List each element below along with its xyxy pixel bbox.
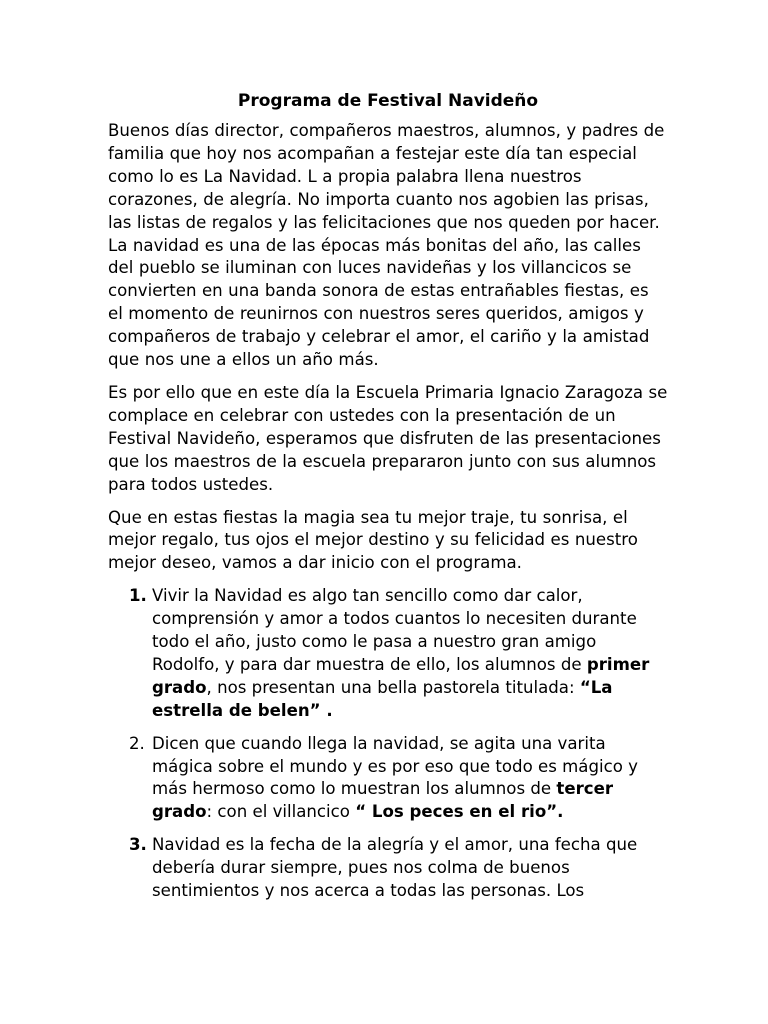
wishes-paragraph: Que en estas fiestas la magia sea tu mejor traje, tu sonrisa, el mejor regalo, tus ojos el mejor destino y su felicidad es nuestro mejor deseo, vamos a dar inicio con el programa. [108,507,638,573]
document-page [108,88,668,913]
program-item-2 [108,733,668,825]
program-item-piece-title: “La estrella de belen” . [152,677,613,720]
document-title: Programa de Festival Navideño [237,91,539,111]
program-item-grade: tercer grado [152,779,614,822]
program-list [108,585,668,903]
program-item-grade: primer grado [152,654,650,697]
program-item-text: Navidad es la fecha de la alegría y el amor, una fecha que debería durar siempre, pues nos colma de buenos sentimientos y nos acerca a todas las personas. Los [152,835,638,901]
program-item-piece-title: “ Los peces en el rio”. [355,802,564,822]
program-item-text: , nos presentan una bella pastorela titulada: [206,677,580,697]
program-item-number: 3. [129,835,147,855]
program-item-text: Vivir la Navidad es algo tan sencillo como dar calor, comprensión y amor a todos cuantos lo necesiten durante todo el año, justo como le pasa a nuestro gran amigo Rodolfo, y para dar muestra de ello, los alumnos de [152,586,637,674]
program-item-number: 1. [129,586,147,606]
program-item-number: 2. [129,733,145,753]
school-paragraph: Es por ello que en este día la Escuela Primaria Ignacio Zaragoza se complace en celebrar con ustedes con la presentación de un Festival Navideño, esperamos que disfruten de las presentaciones que los maestros de la escuela prepararon junto con sus alumnos para todos ustedes. [108,382,668,494]
program-item-3 [108,834,668,903]
program-item-text: Dicen que cuando llega la navidad, se agita una varita mágica sobre el mundo y es por eso que todo es mágico y más hermoso como lo muestran los alumnos de [152,733,638,799]
intro-paragraph: Buenos días director, compañeros maestros, alumnos, y padres de familia que hoy nos acompañan a festejar este día tan especial como lo es La Navidad. L a propia palabra llena nuestros corazones, de alegría. No importa cuanto nos agobien las prisas, las listas de regalos y las felicitaciones que nos queden por hacer. La navidad es una de las épocas más bonitas del año, las calles del pueblo se iluminan con luces navideñas y los villancicos se convierten en una banda sonora de estas entrañables fiestas, es el momento de reunirnos con nuestros seres queridos, amigos y compañeros de trabajo y celebrar el amor, el cariño y la amistad que nos une a ellos un año más. [108,121,665,370]
program-item-text: : con el villancico [206,802,356,822]
program-item-1 [108,585,668,722]
